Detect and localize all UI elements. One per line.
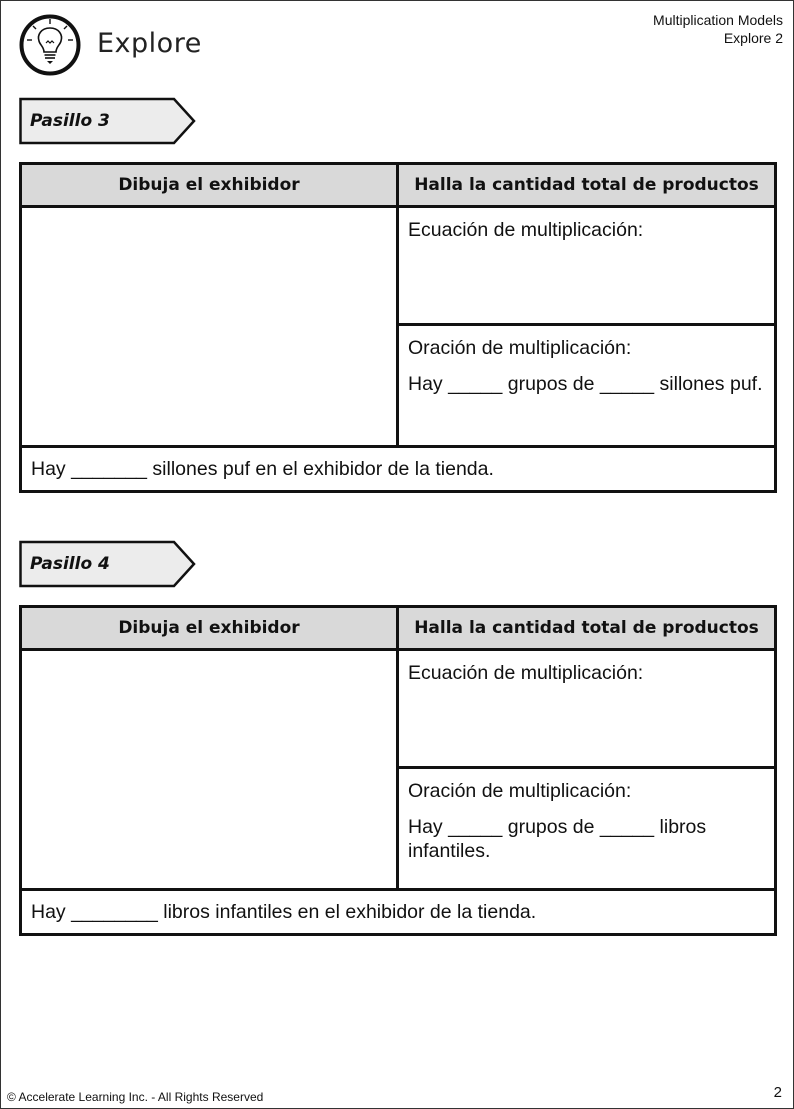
sentence-text: Hay _____ grupos de _____ libros infantiles. bbox=[408, 816, 707, 862]
column-header-total: Halla la cantidad total de productos bbox=[398, 607, 776, 650]
worksheet-table bbox=[19, 162, 777, 493]
equation-cell[interactable] bbox=[398, 207, 776, 325]
section-tag-label: Pasillo 3 bbox=[30, 111, 110, 131]
total-cell[interactable] bbox=[21, 447, 776, 492]
section-tag-label: Pasillo 4 bbox=[30, 554, 110, 574]
section-pasillo-3 bbox=[19, 97, 774, 480]
drawing-area[interactable] bbox=[21, 650, 398, 890]
sentence-label: Oración de multiplicación: bbox=[408, 780, 632, 802]
total-text: Hay _______ sillones puf en el exhibidor de la tienda. bbox=[31, 458, 494, 480]
total-text: Hay ________ libros infantiles en el exhibidor de la tienda. bbox=[31, 901, 537, 923]
column-header-total: Halla la cantidad total de productos bbox=[398, 164, 776, 207]
page-number: 2 bbox=[773, 1084, 782, 1101]
worksheet-table bbox=[19, 605, 777, 936]
unit-title: Multiplication Models bbox=[653, 12, 783, 28]
sentence-cell[interactable] bbox=[398, 325, 776, 447]
page-title: Explore bbox=[97, 28, 202, 59]
sentence-label: Oración de multiplicación: bbox=[408, 337, 632, 359]
section-tag bbox=[19, 540, 195, 588]
equation-label: Ecuación de multiplicación: bbox=[408, 662, 644, 684]
section-tag bbox=[19, 97, 195, 145]
copyright-notice: © Accelerate Learning Inc. - All Rights Reserved bbox=[7, 1090, 264, 1104]
sentence-cell[interactable] bbox=[398, 768, 776, 890]
column-header-draw: Dibuja el exhibidor bbox=[21, 164, 398, 207]
lightbulb-icon bbox=[19, 14, 81, 76]
equation-cell[interactable] bbox=[398, 650, 776, 768]
drawing-area[interactable] bbox=[21, 207, 398, 447]
equation-label: Ecuación de multiplicación: bbox=[408, 219, 644, 241]
section-pasillo-4 bbox=[19, 540, 774, 923]
total-cell[interactable] bbox=[21, 890, 776, 935]
header-meta bbox=[653, 11, 783, 47]
column-header-draw: Dibuja el exhibidor bbox=[21, 607, 398, 650]
sentence-text: Hay _____ grupos de _____ sillones puf. bbox=[408, 373, 763, 395]
lesson-title: Explore 2 bbox=[723, 30, 783, 46]
